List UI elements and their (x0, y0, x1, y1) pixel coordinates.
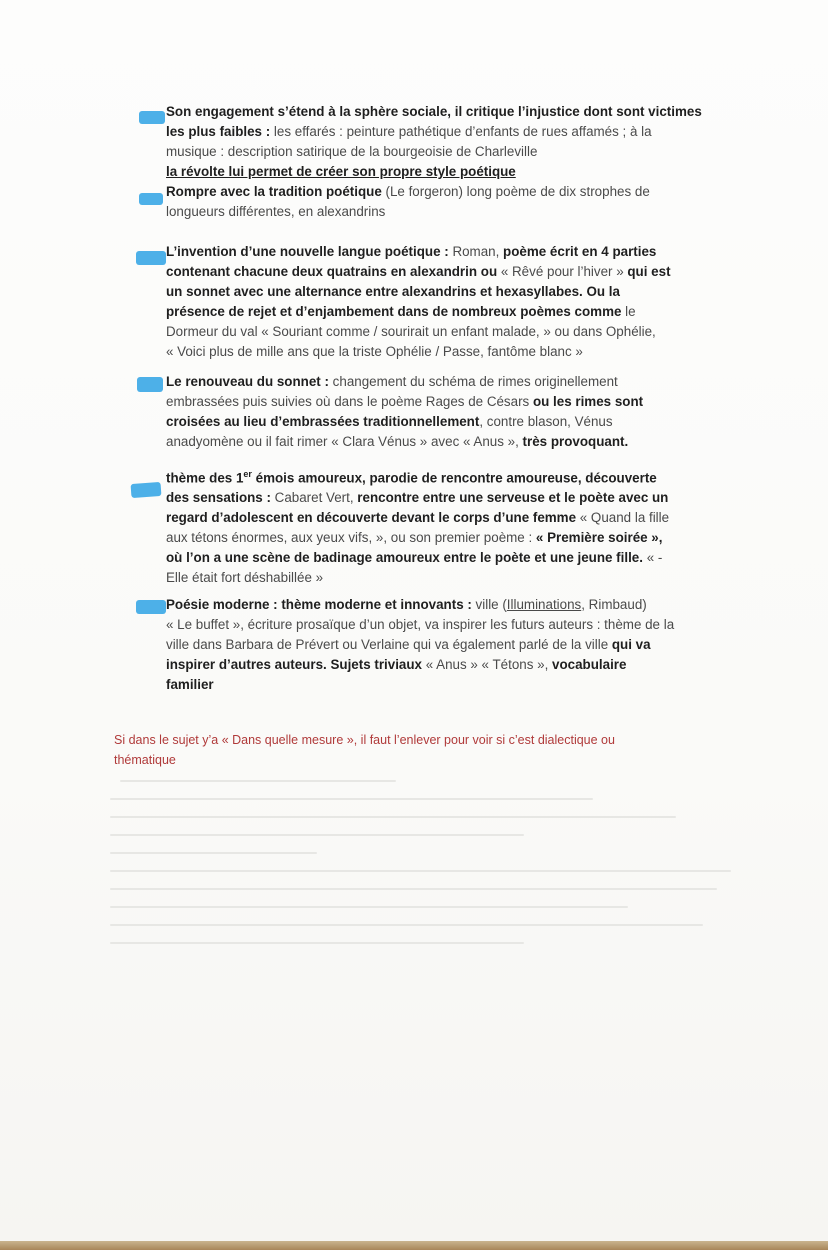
text-run: la révolte lui permet de créer son propre style poétique (166, 164, 516, 179)
text-run: ville ( (475, 597, 507, 612)
page-bottom-edge (0, 1241, 828, 1250)
text-run: « - (646, 550, 663, 566)
text-line (166, 568, 756, 588)
text-line (166, 655, 756, 675)
section-sonnet-renewal (166, 372, 756, 452)
note-line: Si dans le sujet y’a « Dans quelle mesure », il faut l’enlever pour voir si c’est dialectique ou (114, 733, 615, 747)
bullet-marker (131, 482, 162, 498)
text-line (166, 162, 756, 182)
text-run: Le renouveau du sonnet : (166, 374, 333, 389)
text-line (166, 528, 756, 548)
text-run: les plus faibles : (166, 124, 274, 139)
text-line (166, 142, 756, 162)
text-run: contenant chacune deux quatrains en alexandrin ou (166, 264, 501, 279)
text-line (166, 392, 756, 412)
text-run: L’invention d’une nouvelle langue poétique : (166, 244, 453, 259)
text-run: Son engagement s’étend à la sphère sociale, il critique l’injustice dont sont victimes (166, 104, 702, 119)
text-run: où l’on a une scène de badinage amoureux entre le poète et une jeune fille. (166, 550, 647, 566)
section-first-love (166, 464, 756, 588)
text-run: Poésie moderne : thème moderne et innovants : (166, 597, 476, 612)
text-run: Cabaret Vert, (274, 490, 358, 506)
text-run: ville dans Barbara de Prévert ou Verlaine qui va également parlé de la ville (166, 637, 612, 652)
text-line (166, 508, 756, 528)
text-run: « Première soirée », (535, 530, 663, 546)
text-run: le (625, 304, 636, 319)
section-new-poetic-language (166, 242, 756, 362)
text-run: Illuminations (506, 597, 582, 612)
text-run: « Voici plus de mille ans que la triste Ophélie / Passe, fantôme blanc » (166, 344, 583, 359)
text-run: ou les rimes sont (532, 394, 644, 409)
text-line (166, 302, 756, 322)
text-run: des sensations : (166, 490, 275, 506)
bullet-marker (139, 111, 165, 124)
text-run: (Le forgeron) long poème de dix strophes de (385, 184, 650, 199)
bullet-marker (137, 377, 163, 392)
text-run: , Rimbaud) (581, 597, 647, 612)
text-line (166, 464, 756, 488)
text-run: croisées au lieu d’embrassées traditionnellement (166, 414, 480, 429)
text-run: vocabulaire (552, 657, 627, 672)
section-modern-poetry (166, 595, 756, 695)
bullet-marker (136, 251, 166, 265)
text-line (166, 488, 756, 508)
text-run: anadyomène ou il fait rimer « Clara Vénus » avec « Anus », (166, 434, 523, 449)
text-run: qui est (627, 264, 671, 279)
text-run: Elle était fort déshabillée » (166, 570, 324, 586)
text-run: Dormeur du val « Souriant comme / sourirait un enfant malade, » ou dans Ophélie, (166, 324, 656, 339)
text-run: « Rêvé pour l’hiver » (500, 264, 628, 279)
text-run: émois amoureux, parodie de rencontre amoureuse, découverte (251, 470, 657, 486)
text-run: familier (166, 677, 214, 692)
text-line (166, 202, 756, 222)
bleed-through-texture (110, 780, 800, 1010)
text-run: changement du schéma de rimes originellement (332, 374, 618, 389)
text-line (166, 412, 756, 432)
text-run: « Le buffet », écriture prosaïque d’un objet, va inspirer les futurs auteurs : thème de la (166, 617, 675, 632)
text-run: « Anus » « Tétons », (425, 657, 553, 672)
text-run: , contre blason, Vénus (479, 414, 613, 429)
text-line (166, 432, 756, 452)
text-run: qui va (611, 637, 651, 652)
text-run: musique : description satirique de la bourgeoisie de Charleville (166, 144, 538, 159)
bullet-marker (139, 193, 163, 205)
text-line (166, 342, 756, 362)
text-line (166, 262, 756, 282)
text-line (166, 322, 756, 342)
text-line (166, 548, 756, 568)
text-run: aux tétons énormes, aux yeux vifs, », ou son premier poème : (166, 530, 536, 546)
text-run: inspirer d’autres auteurs. Sujets triviaux (166, 657, 426, 672)
text-run: Roman, (452, 244, 504, 259)
text-run: embrassées puis suivies où dans le poème Rages de Césars (166, 394, 533, 409)
text-run: longueurs différentes, en alexandrins (166, 204, 386, 219)
text-run: rencontre entre une serveuse et le poète avec un (357, 490, 669, 506)
note-line: thématique (114, 753, 176, 767)
text-run: les effarés : peinture pathétique d’enfants de rues affamés ; à la (273, 124, 652, 139)
text-run: « Quand la fille (579, 510, 670, 526)
text-line (166, 282, 756, 302)
section-social-engagement (166, 102, 756, 222)
text-line (166, 182, 756, 202)
text-line (166, 615, 756, 635)
text-line (166, 122, 756, 142)
text-line (166, 595, 756, 615)
text-run: thème des 1 (166, 470, 244, 486)
text-run: er (243, 469, 252, 479)
text-line (166, 242, 756, 262)
bullet-marker (136, 600, 166, 614)
text-run: très provoquant. (522, 434, 629, 449)
text-run: un sonnet avec une alternance entre alexandrins et hexasyllabes. Ou la (166, 284, 620, 299)
text-line (166, 635, 756, 655)
text-line (166, 372, 756, 392)
text-line (166, 675, 756, 695)
text-line (166, 102, 756, 122)
text-run: poème écrit en 4 parties (503, 244, 657, 259)
text-run: Rompre avec la tradition poétique (166, 184, 386, 199)
text-run: présence de rejet et d’enjambement dans de nombreux poèmes comme (166, 304, 626, 319)
handwritten-note (114, 730, 714, 770)
text-run: regard d’adolescent en découverte devant le corps d’une femme (166, 510, 580, 526)
